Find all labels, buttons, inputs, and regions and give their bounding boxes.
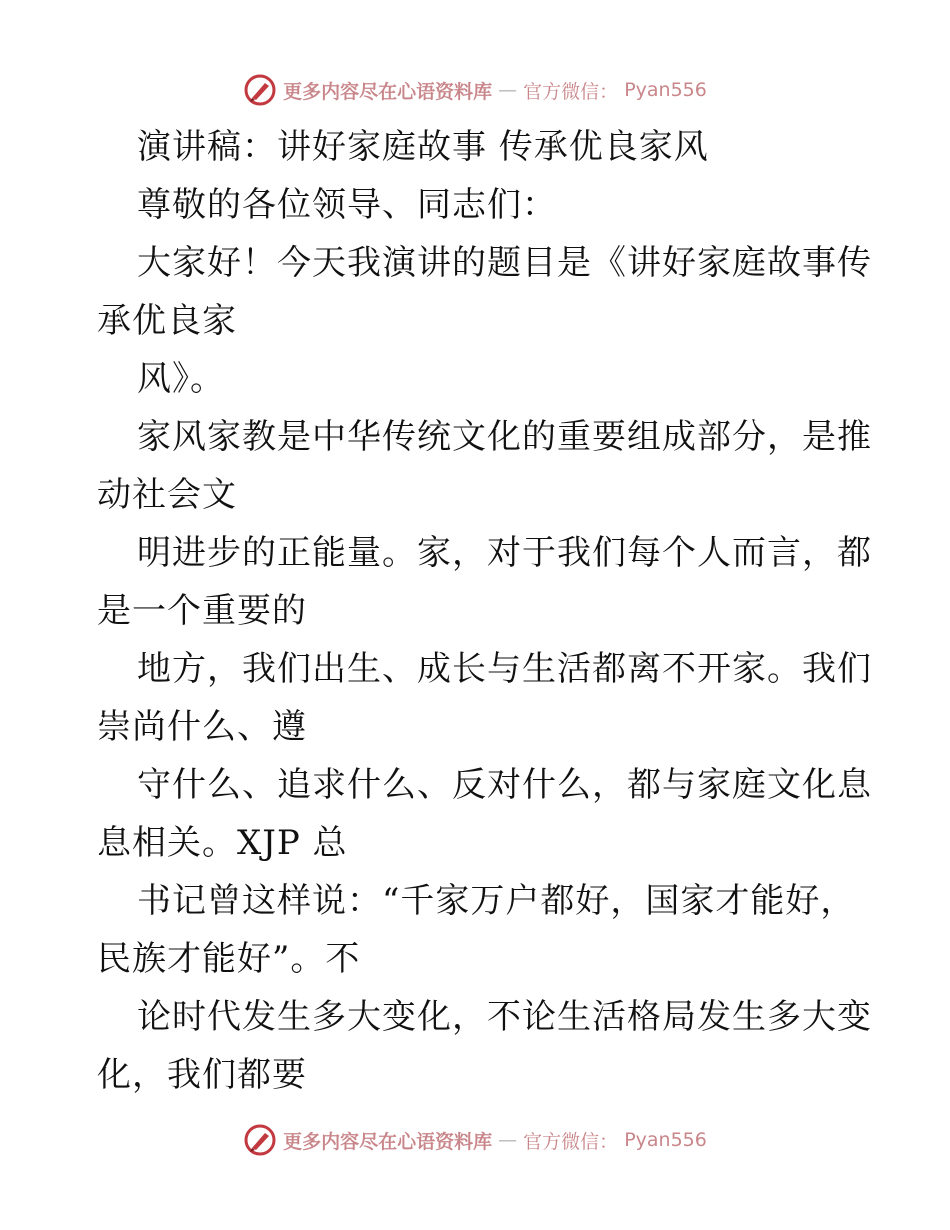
pen-logo-icon — [243, 1123, 277, 1157]
document-title: 演讲稿：讲好家庭故事 传承优良家风 — [137, 127, 709, 167]
paragraph-line: 地方，我们出生、成长与生活都离不开家。我们 — [137, 649, 872, 689]
watermark-wechat-id: Pyan556 — [624, 1129, 707, 1151]
paragraph-line: 明进步的正能量。家，对于我们每个人而言，都 — [137, 533, 872, 573]
footer-watermark — [0, 1120, 950, 1160]
paragraph-line: 论时代发生多大变化，不论生活格局发生多大变 — [137, 997, 872, 1037]
watermark-separator: — — [498, 1129, 518, 1151]
paragraph-line: 是一个重要的 — [97, 591, 307, 631]
paragraph-line: 守什么、追求什么、反对什么，都与家庭文化息 — [137, 765, 872, 805]
paragraph-line: 崇尚什么、遵 — [97, 707, 307, 747]
paragraph-line: 承优良家 — [97, 301, 237, 341]
watermark-main-text: 更多内容尽在心语资料库 — [283, 1130, 493, 1153]
watermark-main-text: 更多内容尽在心语资料库 — [283, 80, 493, 103]
pen-logo-icon — [243, 73, 277, 107]
paragraph-line: 家风家教是中华传统文化的重要组成部分，是推 — [137, 417, 872, 457]
watermark-wechat-label: 官方微信： — [523, 1130, 619, 1153]
paragraph-line: 民族才能好”。不 — [97, 939, 361, 979]
paragraph-line: 息相关。XJP 总 — [97, 823, 348, 863]
document-body — [97, 118, 872, 1104]
watermark-wechat-id: Pyan556 — [624, 79, 707, 101]
paragraph-line: 大家好！今天我演讲的题目是《讲好家庭故事传 — [137, 243, 872, 283]
watermark-separator: — — [498, 79, 518, 101]
salutation: 尊敬的各位领导、同志们： — [137, 185, 557, 225]
paragraph-line: 动社会文 — [97, 475, 237, 515]
paragraph-line: 化，我们都要 — [97, 1055, 307, 1095]
watermark-wechat-label: 官方微信： — [523, 80, 619, 103]
paragraph-line: 书记曾这样说：“千家万户都好，国家才能好， — [137, 881, 856, 921]
header-watermark — [0, 70, 950, 110]
paragraph-line: 风》。 — [137, 359, 225, 399]
